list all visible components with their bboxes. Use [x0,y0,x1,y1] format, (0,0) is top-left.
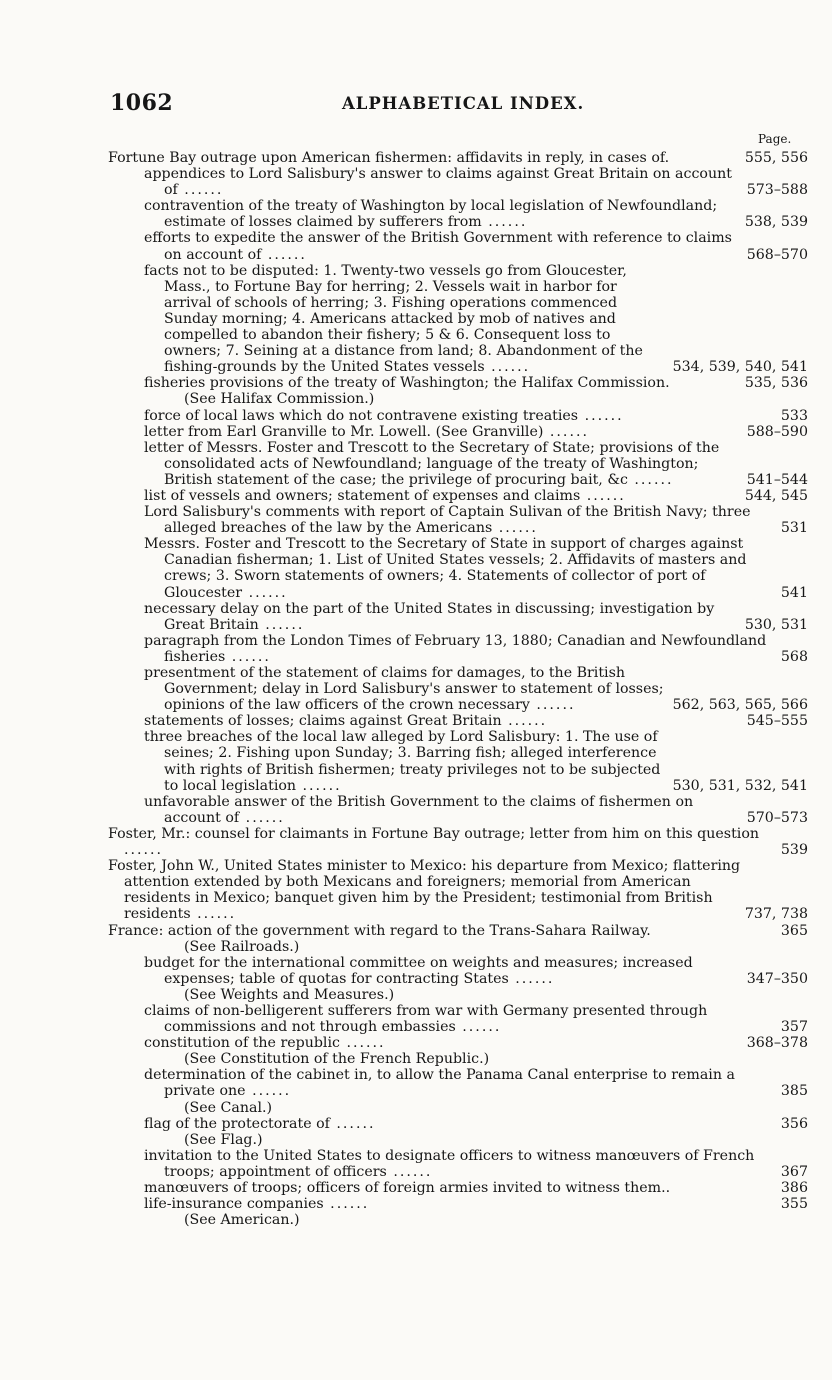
dot-leader: ...... [242,584,288,601]
entry-text: three breaches of the local law alleged by Lord Salisbury: 1. The use of seines; 2. Fishing upon Sunday; 3. Barring fish; alleged interference with rights of British fishermen; treaty privileges not to be subjected to local legislation [144,729,661,794]
page-title: ALPHABETICAL INDEX. [342,94,585,113]
entry-pages: 355 [780,1196,808,1213]
entry-pages: 541 [780,584,808,601]
index-subentry [108,1067,808,1099]
index-subentry [108,424,808,440]
dot-leader: ...... [245,1083,292,1100]
entry-text: contravention of the treaty of Washington by local legislation of Newfoundland; estimate of losses claimed by sufferers from [144,198,718,231]
entry-pages: 568–570 [746,246,808,263]
index-subentry [108,230,808,262]
dot-leader: ...... [508,970,555,987]
dot-leader: ...... [190,906,237,923]
entry-text: life-insurance companies [144,1196,324,1213]
dot-leader: ...... [261,246,307,263]
entry-pages: 544, 545 [744,487,808,504]
entry-pages: 535, 536 [744,375,808,392]
index-subentry [108,440,808,488]
entry-text: presentment of the statement of claims for damages, to the British Government; delay in Lord Salisbury's answer to statement of losses; opinions of the law officers of the crown necessary [144,665,664,714]
index-subentry [108,1035,808,1051]
entry-pages: 356 [780,1115,808,1132]
entry-text: Messrs. Foster and Trescott to the Secretary of State in support of charges against Canadian fisherman; 1. List of United States vessels; 2. Affidavits of masters and crews; 3. Sworn statements of owners; 4. Statements of collector of port of Gloucester [144,536,747,601]
entry-pages: 385 [780,1083,808,1100]
dot-leader: ...... [225,648,271,665]
dot-leader: ...... [481,214,528,231]
dot-leader: ...... [492,520,538,537]
entry-pages: 568 [780,648,808,665]
entry-text: statements of losses; claims against Great Britain [144,713,502,730]
index-heading-entry [108,150,808,166]
entry-text: force of local laws which do not contravene existing treaties [144,407,579,424]
index-subentry [108,408,808,424]
entry-pages: 357 [780,1019,808,1036]
dot-leader: ...... [386,1163,433,1180]
entry-text: appendices to Lord Salisbury's answer to claims against Great Britain on account of [144,166,732,199]
index-subentry [108,601,808,633]
index-subentry [108,1180,808,1196]
index-subentry [108,1148,808,1180]
entry-pages: 365 [780,922,808,939]
entry-pages: 368–378 [746,1035,808,1052]
entry-pages: 588–590 [746,423,808,440]
page-header [110,90,800,120]
dot-leader: ...... [455,1019,502,1036]
index-subentry [108,713,808,729]
entry-text: Fortune Bay outrage upon American fishermen: affidavits in reply, in cases of. [108,150,670,166]
entry-text: Lord Salisbury's comments with report of Captain Sulivan of the British Navy; three alleged breaches of the law by the Americans [144,504,751,537]
index-subentry [108,375,808,391]
index-subentry [108,794,808,826]
entry-text: France: action of the government with regard to the Trans-Sahara Railway. [108,922,651,939]
entry-text: list of vessels and owners; statement of expenses and claims [144,487,581,504]
index-subentry [108,1196,808,1212]
dot-leader: ...... [529,697,576,714]
dot-leader: ...... [239,809,285,826]
dot-leader: ...... [543,423,589,440]
see-reference: (See American.) [184,1212,300,1229]
entry-pages: 367 [780,1163,808,1180]
dot-leader: ...... [124,842,164,859]
see-reference: (See Halifax Commission.) [184,391,375,408]
dot-leader: ...... [296,777,342,794]
dot-leader: ...... [501,713,548,730]
entry-text: fisheries provisions of the treaty of Washington; the Halifax Commission. [144,375,670,392]
entry-text: unfavorable answer of the British Government to the claims of fishermen on account of [144,793,694,826]
index-subentry [108,536,808,600]
entry-text: paragraph from the London Times of February 13, 1880; Canadian and Newfoundland fisheries [144,632,767,665]
entry-text: claims of non-belligerent sufferers from war with Germany presented through commissions and not through embassies [144,1002,708,1036]
entry-pages: 573–588 [746,182,808,199]
index-subentry [108,488,808,504]
entry-text: budget for the international committee on weights and measures; increased expenses; table of quotas for contracting States [144,954,693,987]
page-column-label: Page. [758,132,792,146]
dot-leader: ...... [339,1035,386,1052]
entry-pages: 530, 531, 532, 541 [672,777,808,794]
index-subentry [108,729,808,793]
dot-leader: ...... [258,616,305,633]
entry-text: manœuvers of troops; officers of foreign armies invited to witness them.. [144,1180,671,1196]
index-entries [108,150,808,1228]
entry-text: facts not to be disputed: 1. Twenty-two vessels go from Gloucester, Mass., to Fortune Bay for herring; 2. Vessels wait in harbor for arrival of schools of herring; 3. Fishing operations commenced Sunday morning; 4. Americans attacked by mob of natives and compelled to abandon their fishery; 5 & 6. Consequent loss to owners; 7. Seining at a distance from land; 8. Abandonment of the fishing-grounds by the United States vessels [144,262,643,376]
entry-text: Foster, John W., United States minister to Mexico: his departure from Mexico; flattering attention extended by both Mexicans and foreigners; memorial from American residents in Mexico; banquet given him by the President; testimonial from British residents [108,858,741,923]
index-heading-entry [108,858,808,922]
entry-pages: 531 [780,520,808,537]
index-heading-entry [108,826,808,858]
dot-leader: ...... [627,471,674,488]
see-reference: (See Railroads.) [184,938,300,955]
entry-text: determination of the cabinet in, to allow the Panama Canal enterprise to remain a private one [144,1067,735,1100]
dot-leader: ...... [578,407,624,424]
dot-leader: ...... [323,1196,370,1213]
entry-pages: 533 [780,407,808,424]
entry-pages: 737, 738 [744,906,808,923]
entry-text: efforts to expedite the answer of the British Government with reference to claims on account of [144,230,732,263]
index-subentry [108,166,808,198]
index-subentry [108,1116,808,1132]
index-subentry [108,665,808,713]
see-reference: (See Canal.) [184,1099,273,1116]
entry-pages: 534, 539, 540, 541 [672,359,808,376]
entry-pages: 555, 556 [744,150,808,166]
dot-leader: ...... [580,487,626,504]
entry-text: letter from Earl Granville to Mr. Lowell. (See Granville) [144,423,544,440]
index-subentry [108,504,808,536]
index-subentry [108,198,808,230]
entry-pages: 545–555 [746,713,808,730]
entry-pages: 539 [780,842,808,859]
index-subentry [108,955,808,987]
index-subentry [108,633,808,665]
see-reference: (See Flag.) [184,1131,263,1148]
entry-pages: 386 [780,1180,808,1196]
entry-pages: 570–573 [746,809,808,826]
entry-pages: 562, 563, 565, 566 [672,697,808,714]
entry-pages: 538, 539 [744,214,808,231]
entry-text: necessary delay on the part of the United States in discussing; investigation by Great Britain [144,600,715,633]
entry-text: flag of the protectorate of [144,1115,330,1132]
entry-text: invitation to the United States to designate officers to witness manœuvers of French troops; appointment of officers [144,1147,755,1180]
dot-leader: ...... [484,359,531,376]
entry-text: constitution of the republic [144,1035,340,1052]
page-number: 1062 [110,90,174,116]
entry-text: letter of Messrs. Foster and Trescott to the Secretary of State; provisions of the consolidated acts of Newfoundland; language of the treaty of Washington; British statement of the case; the privilege of procuring bait, &c [144,439,720,488]
index-subentry [108,1003,808,1035]
entry-pages: 347–350 [746,970,808,987]
index-subentry [108,263,808,376]
entry-text: Foster, Mr.: counsel for claimants in Fortune Bay outrage; letter from him on this question [108,825,759,842]
see-reference: (See Constitution of the French Republic.) [184,1051,490,1068]
see-reference: (See Weights and Measures.) [184,986,395,1003]
dot-leader: ...... [177,182,224,199]
entry-pages: 530, 531 [744,616,808,633]
entry-pages: 541–544 [746,471,808,488]
index-heading-entry [108,923,808,939]
dot-leader: ...... [329,1115,376,1132]
